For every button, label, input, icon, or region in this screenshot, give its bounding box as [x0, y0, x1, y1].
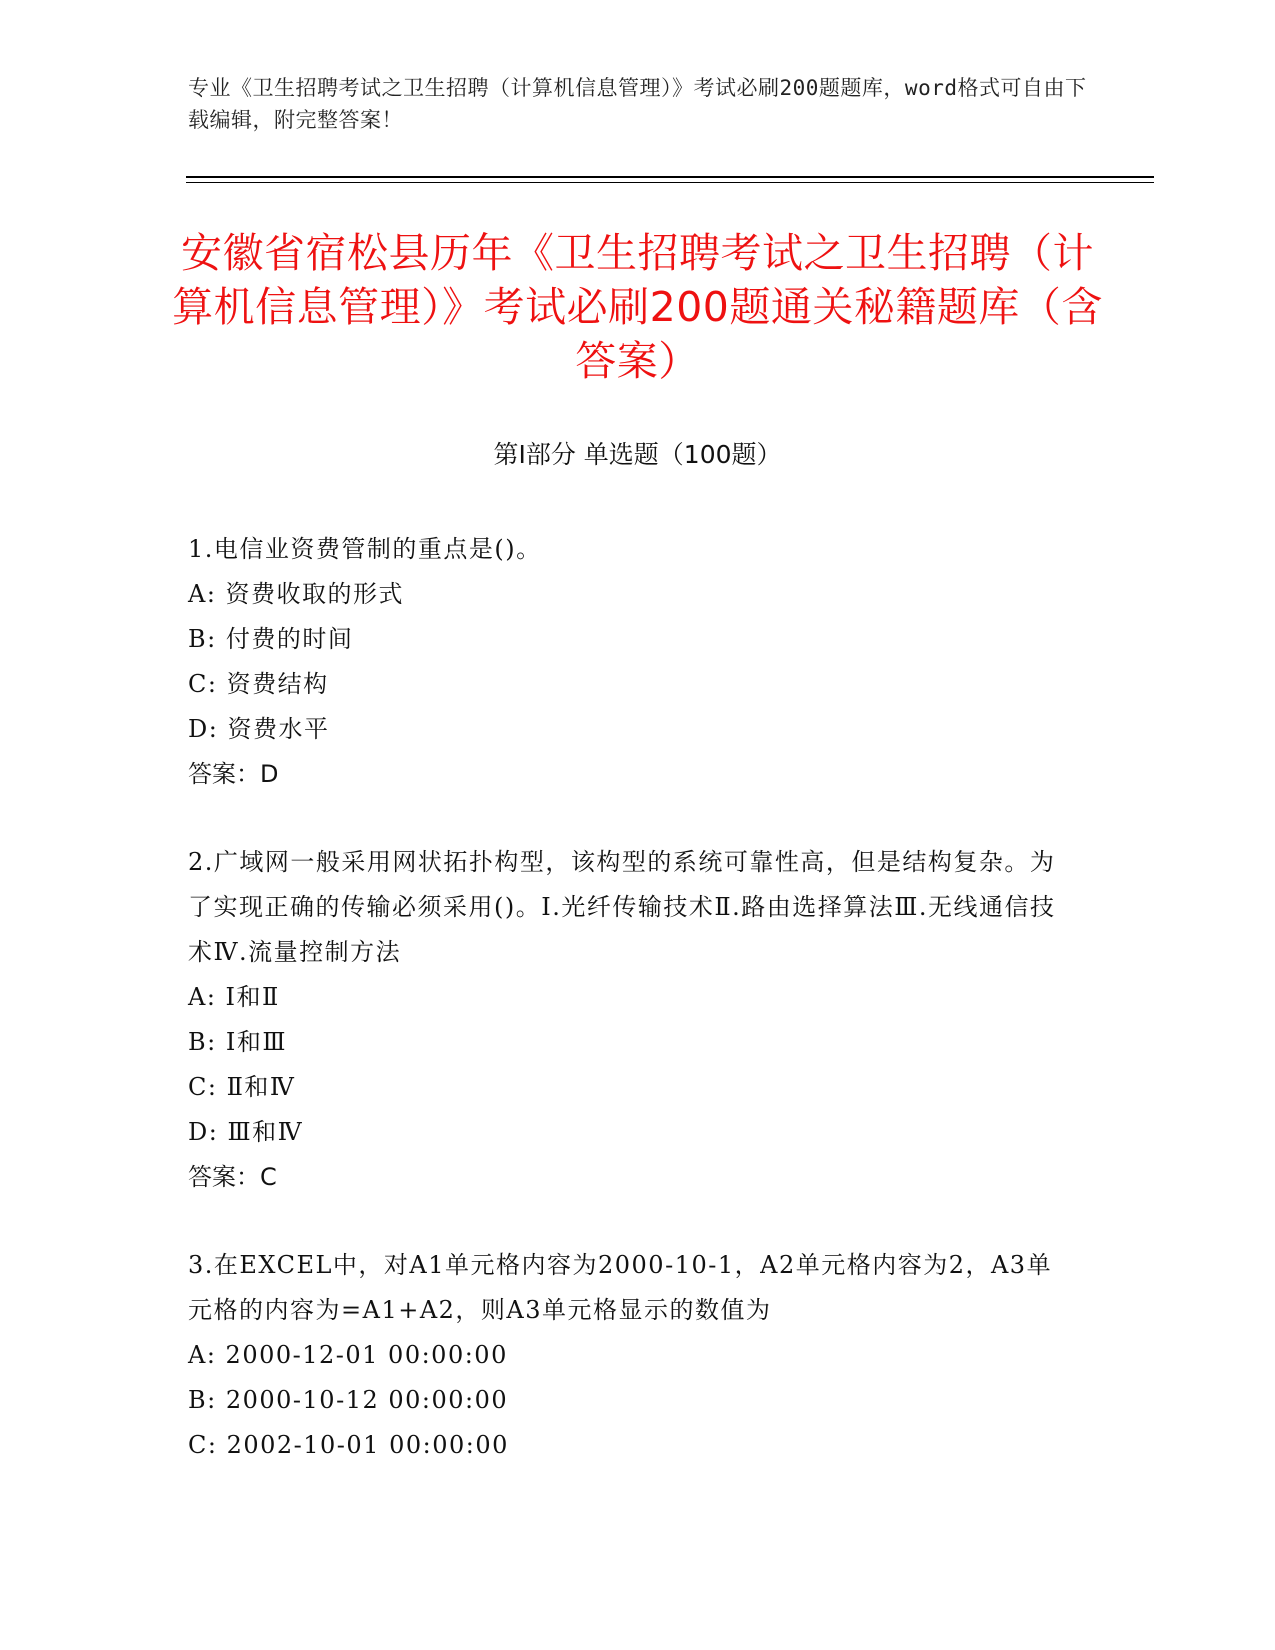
question-stem: 2.广域网一般采用网状拓扑构型，该构型的系统可靠性高，但是结构复杂。为了实现正确的传输必须采用()。Ⅰ.光纤传输技术Ⅱ.路由选择算法Ⅲ.无线通信技术Ⅳ.流量控制方法 [188, 848, 1056, 966]
option-b: B: 付费的时间 [188, 625, 354, 653]
section-heading: 第Ⅰ部分 单选题（100题） [493, 440, 782, 469]
option-a: A: 资费收取的形式 [188, 580, 405, 608]
question-2 [188, 840, 1068, 1200]
header-divider-thin [186, 182, 1154, 183]
option-b: B: Ⅰ和Ⅲ [188, 1028, 287, 1056]
header-divider-thick [186, 176, 1154, 178]
header-note: 专业《卫生招聘考试之卫生招聘（计算机信息管理）》考试必刷200题题库，word格式可自由下载编辑，附完整答案！ [188, 76, 1087, 132]
question-1 [188, 527, 1068, 797]
option-a: A: 2000-12-01 00:00:00 [188, 1341, 508, 1369]
question-stem: 1.电信业资费管制的重点是()。 [188, 535, 542, 563]
option-c: C: 资费结构 [188, 670, 329, 698]
option-a: A: Ⅰ和Ⅱ [188, 983, 280, 1011]
option-d: D: Ⅲ和Ⅳ [188, 1118, 304, 1146]
option-b: B: 2000-10-12 00:00:00 [188, 1386, 509, 1414]
question-3 [188, 1243, 1068, 1468]
option-d: D: 资费水平 [188, 715, 330, 743]
question-stem: 3.在EXCEL中，对A1单元格内容为2000-10-1，A2单元格内容为2，A3单元格的内容为=A1+A2，则A3单元格显示的数值为 [188, 1251, 1053, 1324]
answer: 答案：C [188, 1163, 277, 1191]
question-list [188, 527, 1068, 1511]
option-c: C: 2002-10-01 00:00:00 [188, 1431, 509, 1459]
document-title: 安徽省宿松县历年《卫生招聘考试之卫生招聘（计算机信息管理）》考试必刷200题通关秘籍题库（含答案） [172, 229, 1103, 385]
option-c: C: Ⅱ和Ⅳ [188, 1073, 296, 1101]
answer: 答案：D [188, 760, 279, 788]
